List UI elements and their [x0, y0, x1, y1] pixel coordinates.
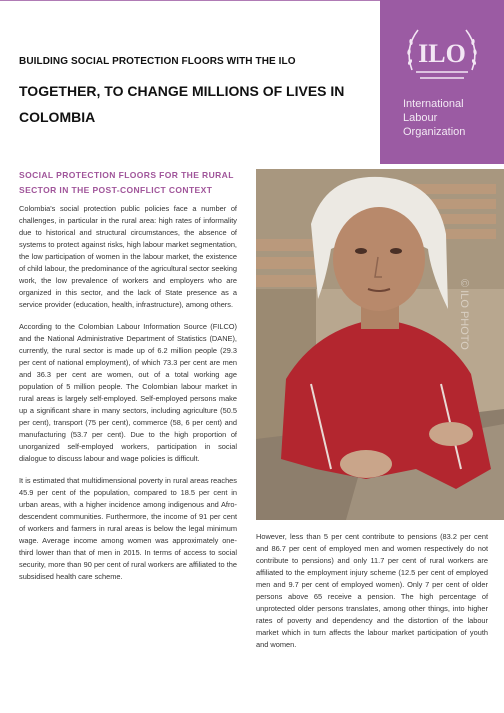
top-rule: [0, 0, 380, 1]
woman-worker-photo: [256, 169, 504, 520]
photo-watermark: © ILO PHOTO: [458, 279, 470, 350]
kicker-title: BUILDING SOCIAL PROTECTION FLOORS WITH THE ILO: [19, 56, 296, 67]
org-name: [403, 97, 465, 139]
page-headline: TOGETHER, TO CHANGE MILLIONS OF LIVES IN COLOMBIA: [19, 83, 345, 125]
ilo-logo-panel: [380, 0, 504, 164]
body-paragraph: Colombia's social protection public policies face a number of challenges, in particular in the rural area: high rates of informality due to historical and structural circumstances, the absence of systems to protect against risks, high labour market segmentation, the low participation of women in the labour market, the existence of child labour, the predominance of the agricultural sector seeking work, the low prevalence of workers and employers who are organized in this sector, and the lack of State presence as a service provider (education, health, infrastructure), among others.: [19, 204, 237, 309]
logo-letters: ILO: [418, 39, 466, 68]
org-name-line: International: [403, 98, 464, 110]
org-name-line: Organization: [403, 126, 466, 138]
section-heading: SOCIAL PROTECTION FLOORS FOR THE RURAL SECTOR IN THE POST-CONFLICT CONTEXT: [19, 170, 234, 195]
right-column-paragraph: However, less than 5 per cent contribute to pensions (83.2 per cent and 86.7 per cent of employed men and women respectively do not contribute to pensions) and only 11.7 per cent of rural workers are affiliated to the employment injury scheme (12.5 per cent of employed men and 9.7 per cent of employed women). Only 7 per cent of older persons above 65 receive a pension. The high percentage of unprotected older persons translates, among other things, into higher rates of poverty and dependency and the distortion of the labour market which in turn affects the labour market participation of youth and women.: [256, 532, 488, 649]
ilo-logo-icon: [402, 18, 482, 90]
body-paragraph: According to the Colombian Labour Information Source (FILCO) and the National Administrative Department of Statistics (DANE), currently, the rural sector is made up of 6.2 million people (29.3 per cent of national employment), of which 73.3 per cent are men and 36.3 per cent are women, out of a total working age population of 5 million people. The Colombian labour market in rural areas is largely self-employed. Self-employed persons make up a significant share in many sectors, including agriculture (50.5 per cent), transport (75 per cent), commerce (58, 6 per cent) and manufacturing (53.7 per cent). Due to the high proportion of unorganized self-employed workers, participation in social dialogue to discuss labour and wage policies is difficult.: [19, 322, 237, 463]
body-paragraph: It is estimated that multidimensional poverty in rural areas reaches 45.9 per cent of the population, compared to 18.5 per cent in urban areas, with a higher incidence among indigenous and Afro-descendent communities. Furthermore, the income of 91 per cent of workers and farmers in rural areas is below the legal minimum wage. Average income among women was approximately one-third lower than that of men in 2015. In terms of access to social security, more than 90 per cent of rural workers are affiliated to the subsidised health care scheme.: [19, 476, 237, 581]
org-name-line: Labour: [403, 112, 438, 124]
left-column: [19, 203, 237, 593]
